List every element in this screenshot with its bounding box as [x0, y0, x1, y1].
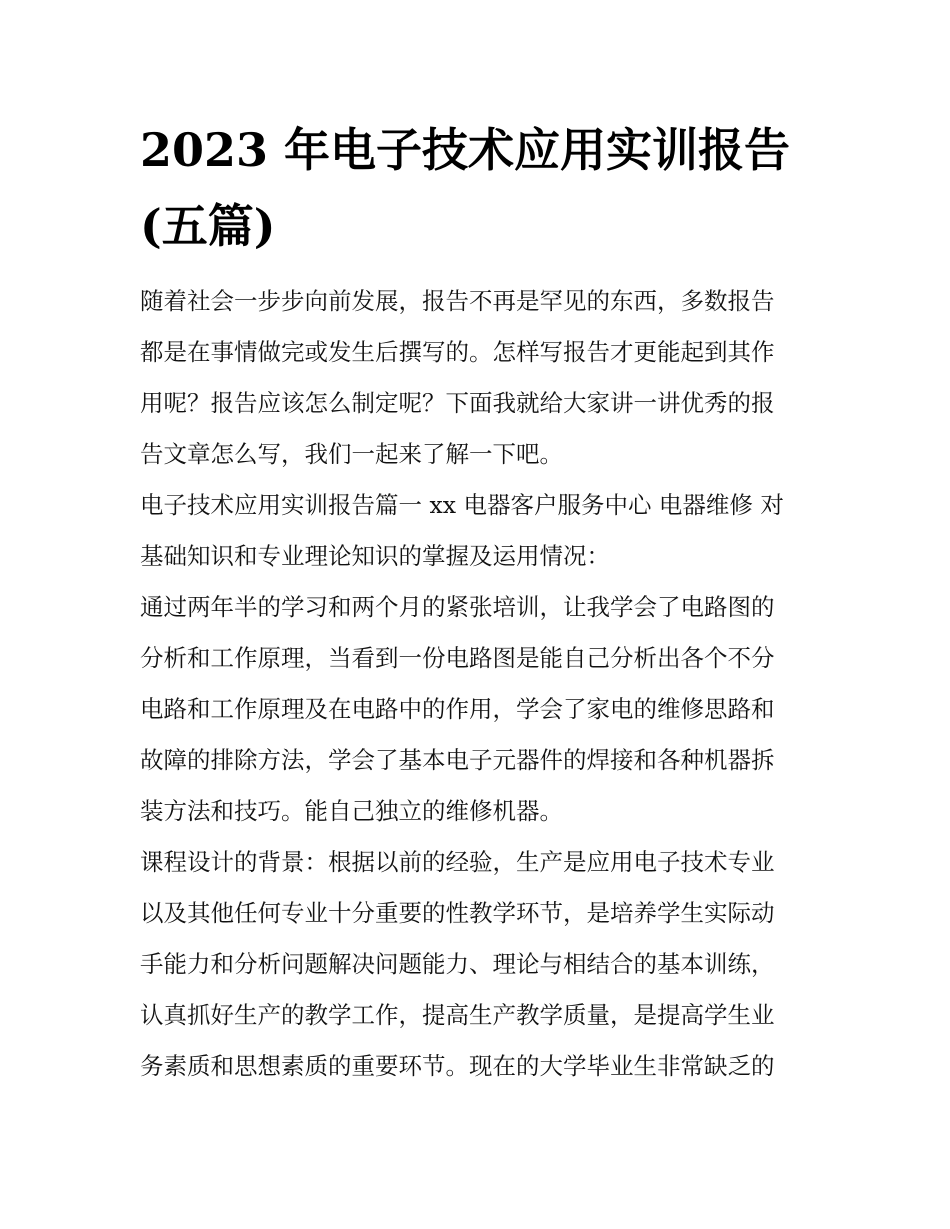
document-body: [140, 112, 816, 1092]
text-line: 分析和工作原理，当看到一份电路图是能自己分析出各个不分: [140, 644, 775, 672]
document-title: [140, 112, 816, 264]
text-line: 电子技术应用实训报告篇一 xx 电器客户服务中心 电器维修 对: [140, 491, 784, 519]
title-line: 2023 年电子技术应用实训报告: [140, 123, 791, 177]
skills-paragraph: [140, 582, 816, 837]
section-heading-paragraph: [140, 480, 816, 582]
text-line: 都是在事情做完或发生后撰写的。怎样写报告才更能起到其作: [140, 338, 775, 366]
text-line: 以及其他任何专业十分重要的性教学环节，是培养学生实际动: [140, 899, 775, 927]
text-line: 基础知识和专业理论知识的掌握及运用情况：: [140, 542, 610, 570]
text-line: 课程设计的背景：根据以前的经验，生产是应用电子技术专业: [140, 848, 775, 876]
intro-paragraph: [140, 276, 816, 480]
text-line: 手能力和分析问题解决问题能力、理论与相结合的基本训练，: [140, 950, 775, 978]
text-line: 故障的排除方法，学会了基本电子元器件的焊接和各种机器拆: [140, 746, 775, 774]
text-line: 电路和工作原理及在电路中的作用，学会了家电的维修思路和: [140, 695, 775, 723]
text-line: 告文章怎么写，我们一起来了解一下吧。: [140, 440, 563, 468]
title-line: (五篇): [140, 199, 276, 253]
text-line: 认真抓好生产的教学工作，提高生产教学质量，是提高学生业: [140, 1001, 775, 1029]
text-line: 通过两年半的学习和两个月的紧张培训，让我学会了电路图的: [140, 593, 775, 621]
text-line: 务素质和思想素质的重要环节。现在的大学毕业生非常缺乏的: [140, 1052, 775, 1080]
text-line: 用呢？报告应该怎么制定呢？下面我就给大家讲一讲优秀的报: [140, 389, 775, 417]
text-line: 装方法和技巧。能自己独立的维修机器。: [140, 797, 563, 825]
text-line: 随着社会一步步向前发展，报告不再是罕见的东西，多数报告: [140, 287, 775, 315]
background-paragraph: [140, 837, 816, 1092]
